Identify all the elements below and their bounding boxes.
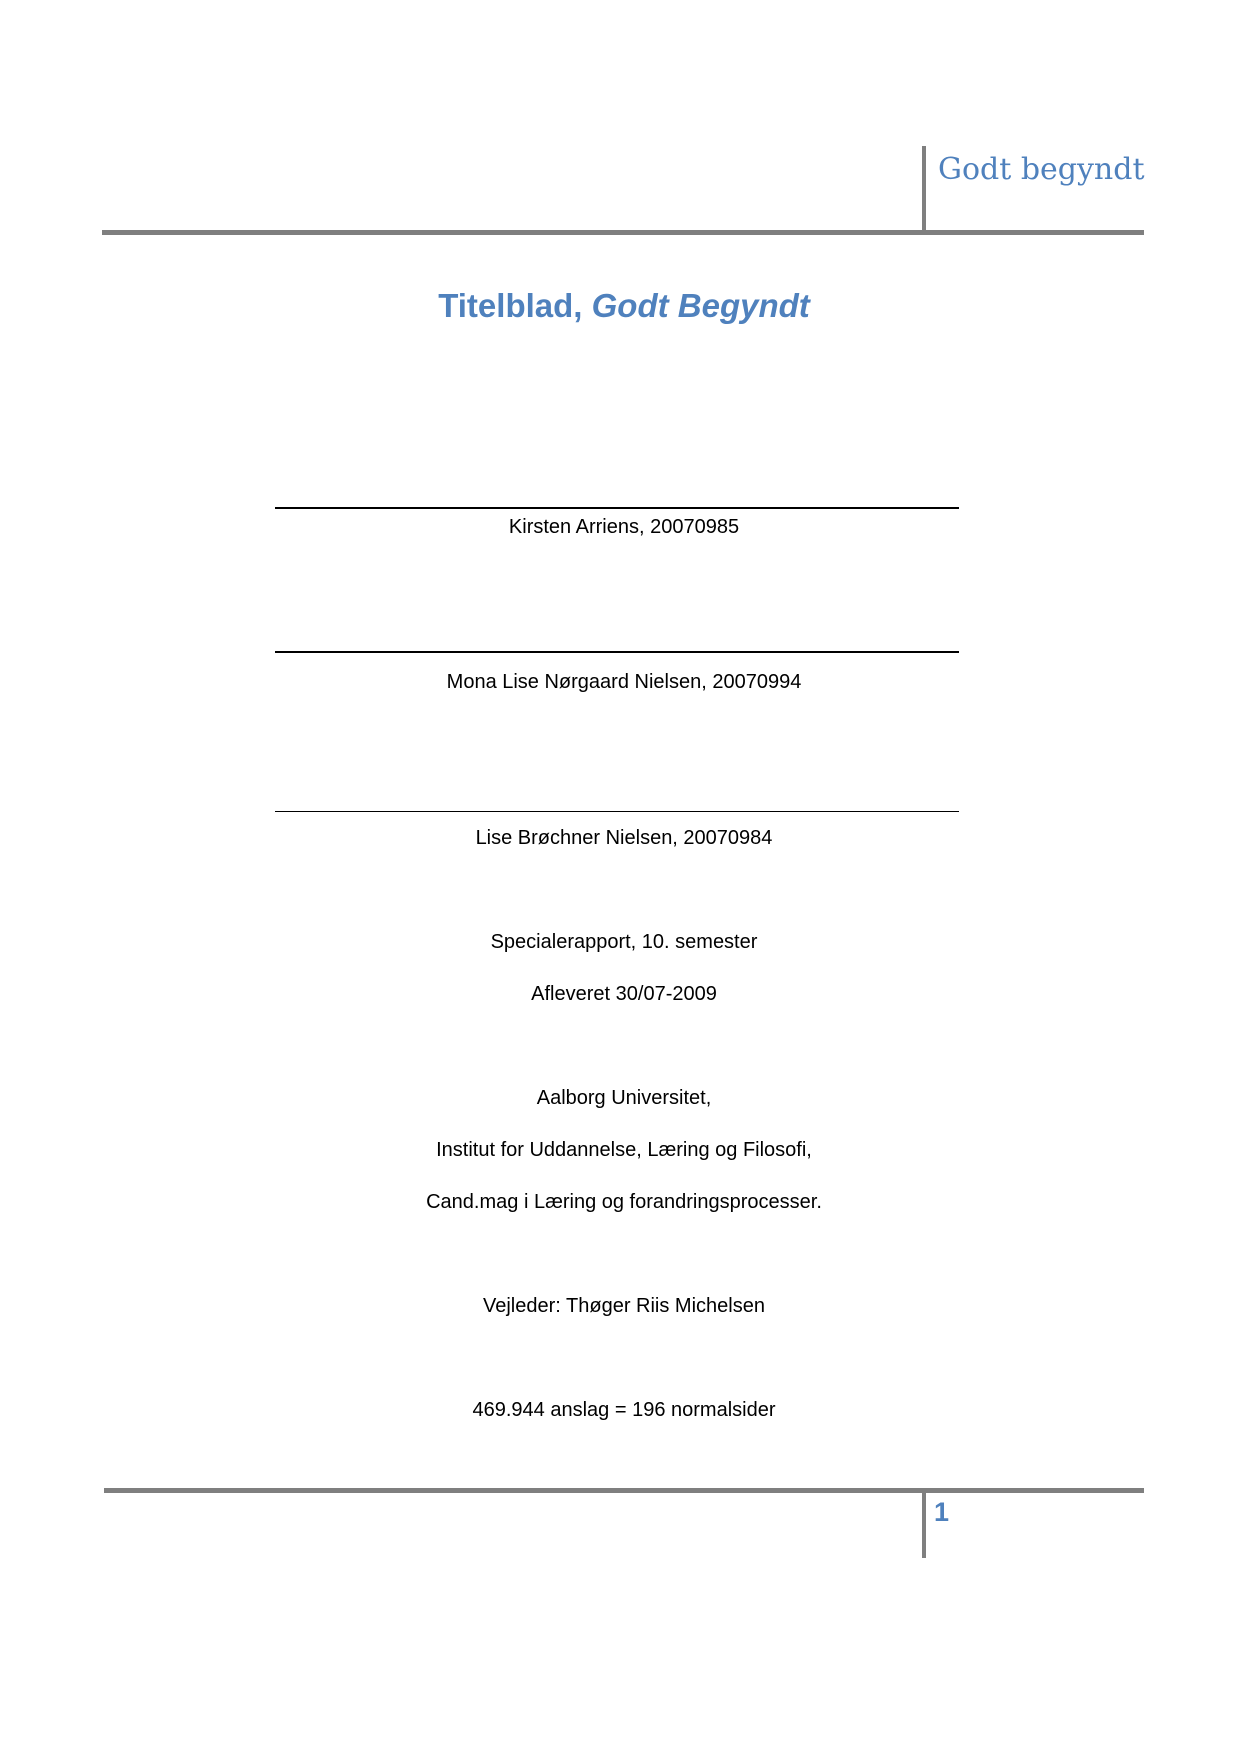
title-prefix: Titelblad,	[438, 287, 583, 324]
submission-date: Afleveret 30/07-2009	[531, 983, 717, 1005]
institute-name: Institut for Uddannelse, Læring og Filosofi,	[436, 1139, 812, 1161]
programme-name: Cand.mag i Læring og forandringsprocesser.	[426, 1191, 822, 1213]
header-divider	[922, 146, 926, 235]
signature-line-1	[275, 507, 959, 509]
author-1: Kirsten Arriens, 20070985	[508, 516, 740, 538]
university-name: Aalborg Universitet,	[536, 1087, 712, 1109]
author-2: Mona Lise Nørgaard Nielsen, 20070994	[446, 671, 802, 693]
signature-line-2	[275, 651, 959, 653]
supervisor: Vejleder: Thøger Riis Michelsen	[483, 1295, 765, 1317]
running-header-title: Godt begyndt	[938, 152, 1145, 187]
document-length: 469.944 anslag = 196 normalsider	[472, 1399, 776, 1421]
author-3: Lise Brøchner Nielsen, 20070984	[475, 827, 773, 849]
page-title	[0, 287, 1240, 325]
signature-line-3	[275, 811, 959, 812]
footer-rule	[104, 1488, 1144, 1493]
header-rule	[102, 230, 1144, 235]
page-number: 1	[934, 1497, 950, 1527]
footer-divider	[922, 1488, 926, 1558]
title-emphasis: Godt Begyndt	[591, 287, 810, 324]
report-type: Specialerapport, 10. semester	[490, 931, 758, 953]
